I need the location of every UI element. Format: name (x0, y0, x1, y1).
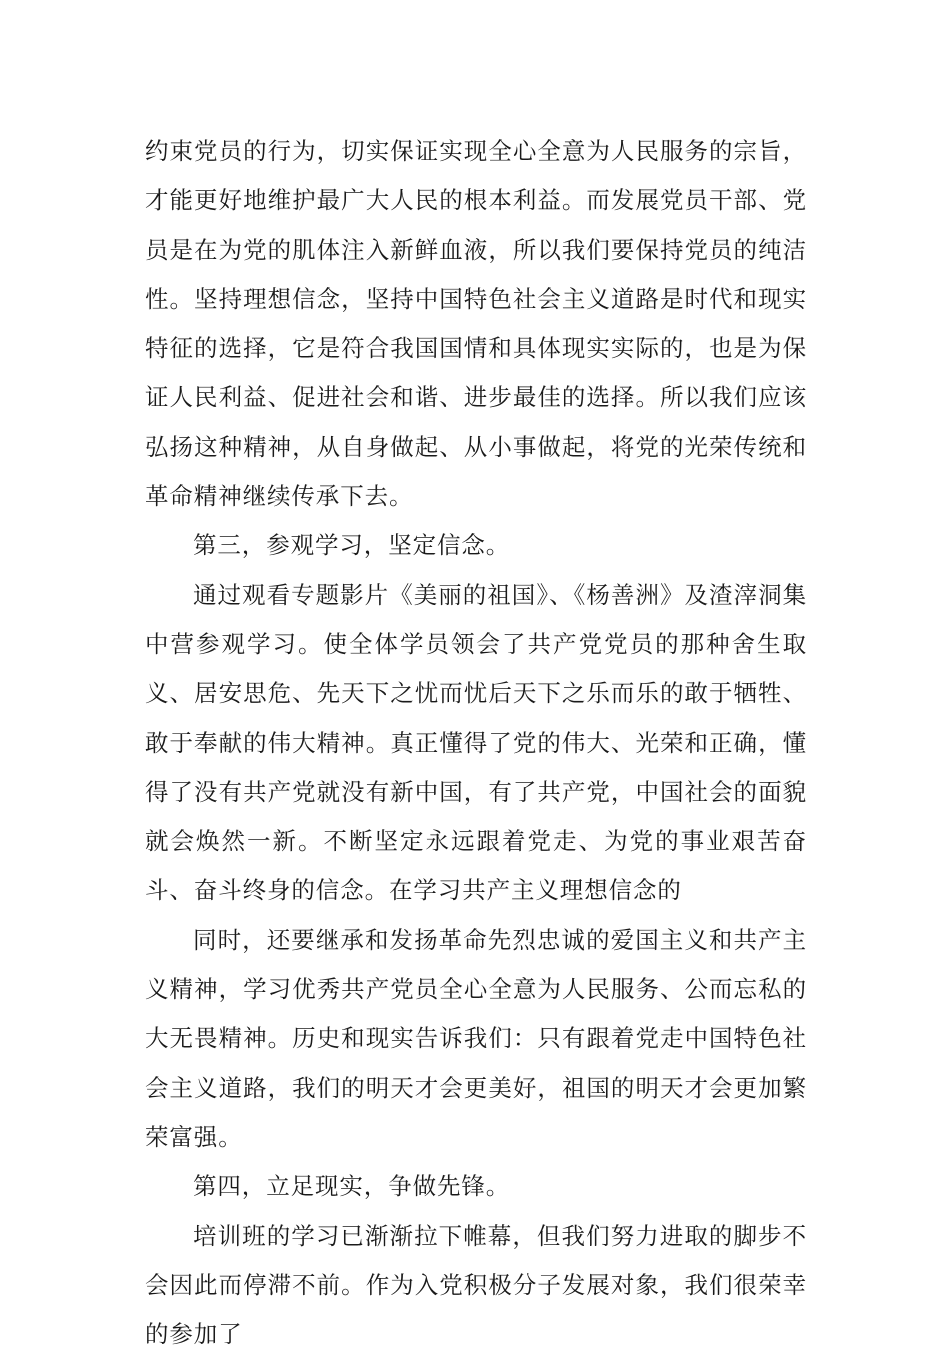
document-body (145, 127, 807, 1359)
section-heading-third: 第三，参观学习，坚定信念。 (193, 531, 511, 560)
paragraph-continuation: 约束党员的行为，切实保证实现全心全意为人民服务的宗旨，才能更好地维护最广大人民的根本利益。而发展党员干部、党员是在为党的肌体注入新鲜血液，所以我们要保持党员的纯洁性。坚持理想信念，坚持中国特色社会主义道路是时代和现实特征的选择，它是符合我国国情和具体现实实际的，也是为保证人民利益、促进社会和谐、进步最佳的选择。所以我们应该弘扬这种精神，从自身做起、从小事做起，将党的光荣传统和革命精神继续传承下去。 (145, 137, 807, 511)
paragraph-inherit-spirit: 同时，还要继承和发扬革命先烈忠诚的爱国主义和共产主义精神，学习优秀共产党员全心全意为人民服务、公而忘私的大无畏精神。历史和现实告诉我们：只有跟着党走中国特色社会主义道路，我们的明天才会更美好，祖国的明天才会更加繁荣富强。 (145, 925, 807, 1151)
section-heading-fourth: 第四，立足现实，争做先锋。 (193, 1172, 511, 1201)
paragraph-visit-study: 通过观看专题影片《美丽的祖国》、《杨善洲》及渣滓洞集中营参观学习。使全体学员领会了共产党党员的那种舍生取义、居安思危、先天下之忧而忧后天下之乐而乐的敢于牺牲、敢于奉献的伟大精神。真正懂得了党的伟大、光荣和正确，懂得了没有共产党就没有新中国，有了共产党，中国社会的面貌就会焕然一新。不断坚定永远跟着党走、为党的事业艰苦奋斗、奋斗终身的信念。在学习共产主义理想信念的 (145, 580, 807, 905)
paragraph-training-closing: 培训班的学习已渐渐拉下帷幕，但我们努力进取的脚步不会因此而停滞不前。作为入党积极分子发展对象，我们很荣幸的参加了 (145, 1221, 807, 1349)
